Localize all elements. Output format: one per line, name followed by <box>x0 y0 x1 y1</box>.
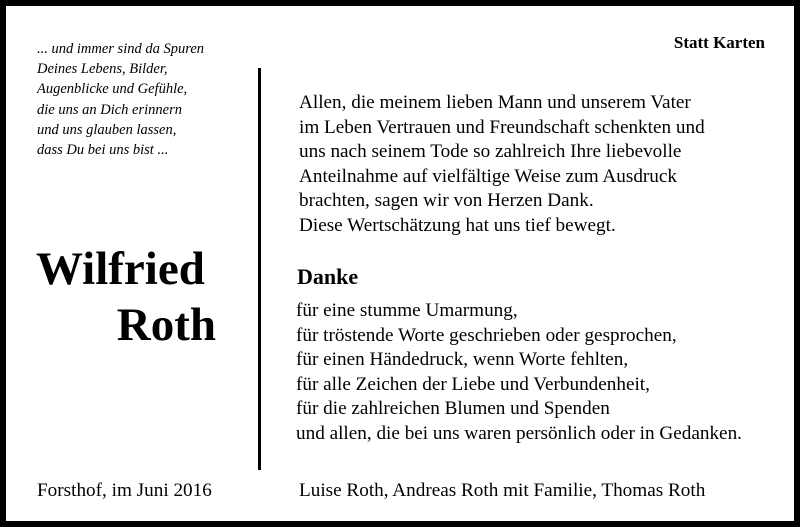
deceased-last-name: Roth <box>116 299 216 351</box>
poem-line: und uns glauben lassen, <box>37 121 177 138</box>
intro-line: Allen, die meinem lieben Mann und unserem Vater <box>299 92 691 113</box>
intro-line: brachten, sagen wir von Herzen Dank. <box>299 190 594 211</box>
thanks-line: für eine stumme Umarmung, <box>296 300 518 321</box>
poem-line: dass Du bei uns bist ... <box>37 142 169 159</box>
intro-line: Diese Wertschätzung hat uns tief bewegt. <box>299 214 616 236</box>
thanks-line: für einen Händedruck, wenn Worte fehlten, <box>296 349 629 370</box>
intro-line: Anteilnahme auf vielfältige Weise zum Ausdruck <box>299 165 678 187</box>
poem-line: Augenblicke und Gefühle, <box>37 81 188 98</box>
deceased-first-name: Wilfried <box>36 243 205 295</box>
poem-line: Deines Lebens, Bilder, <box>37 61 168 78</box>
signatories: Luise Roth, Andreas Roth mit Familie, Thomas Roth <box>299 480 706 501</box>
intro-text <box>299 91 705 238</box>
header-note: Statt Karten <box>673 33 765 52</box>
thanks-list <box>296 299 742 446</box>
vertical-divider <box>258 68 261 470</box>
thanks-line: für tröstende Worte geschrieben oder gesprochen, <box>296 324 677 346</box>
thanks-line: für alle Zeichen der Liebe und Verbundenheit, <box>296 373 650 395</box>
poem-line: die uns an Dich erinnern <box>37 101 182 118</box>
poem-line: ... und immer sind da Spuren <box>37 41 205 57</box>
thanks-line: und allen, die bei uns waren persönlich oder in Gedanken. <box>296 422 742 444</box>
poem <box>37 39 257 160</box>
place-date: Forsthof, im Juni 2016 <box>37 480 212 501</box>
thanks-line: für die zahlreichen Blumen und Spenden <box>296 398 610 419</box>
intro-line: im Leben Vertrauen und Freundschaft schenkten und <box>299 116 705 138</box>
thanks-heading: Danke <box>297 264 359 289</box>
intro-line: uns nach seinem Tode so zahlreich Ihre liebevolle <box>299 141 682 162</box>
